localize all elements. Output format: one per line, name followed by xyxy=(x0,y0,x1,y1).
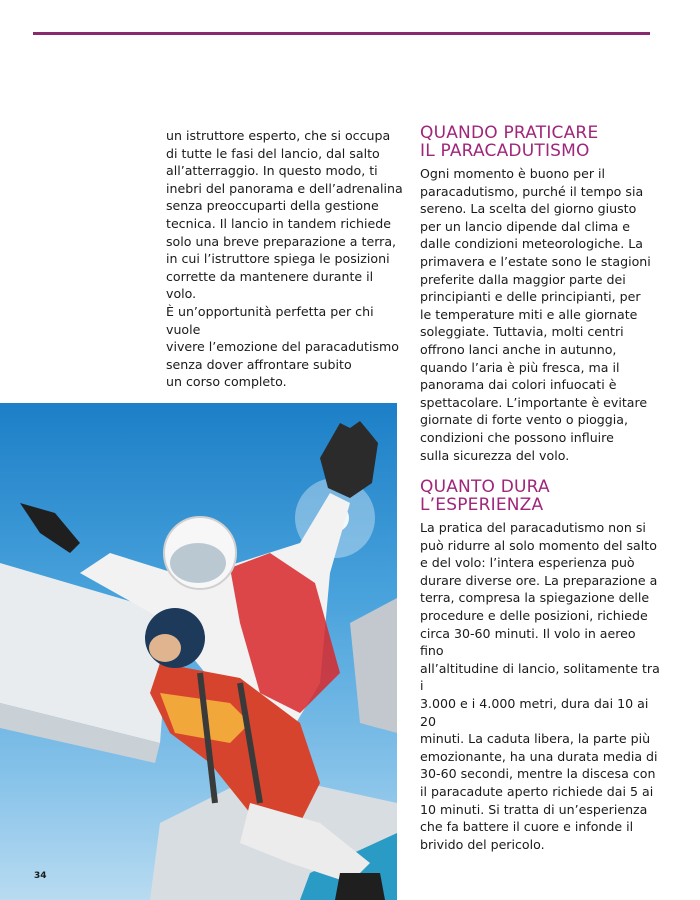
section-duration xyxy=(420,479,660,853)
section-text-when: Ogni momento è buono per il paracadutismo, purché il tempo sia sereno. La scelta del giorno giusto per un lancio dipende dal clima e dalle condizioni meteorologiche. La primavera e l’estate sono le stagioni preferite dalla maggior parte dei principianti e delle principianti, per le temperature miti e alle giornate soleggiate. Tuttavia, molti centri offrono lanci anche in autunno, quando l’aria è più fresca, ma il panorama dai colori infuocati è spettacolare. L’importante è evitare giornate di forte vento o pioggia, condizioni che possono influire sulla sicurezza del volo. xyxy=(420,166,651,463)
instructor-boots xyxy=(335,873,385,900)
instructor-visor xyxy=(170,543,226,583)
section-when xyxy=(420,125,660,464)
right-column xyxy=(420,125,660,868)
section-title-when: QUANDO PRATICARE IL PARACADUTISMO xyxy=(420,123,599,161)
tandem-skydivers-illustration xyxy=(0,403,397,900)
section-title-duration: QUANTO DURA L’ESPERIENZA xyxy=(420,477,550,515)
top-divider xyxy=(33,32,650,35)
passenger-face xyxy=(149,634,181,662)
instructor-glove-left xyxy=(20,503,80,553)
instructor-glove-right xyxy=(320,421,378,498)
left-column-text: un istruttore esperto, che si occupa di tutte le fasi del lancio, dal salto all’atterraggio. In questo modo, ti inebri del panorama e dell’adrenalina senza preoccuparti della gestione tecnica. Il lancio in tandem richiede solo una breve preparazione a terra, in cui l’istruttore spiega le posizioni corrette da mantenere durante il volo. È un’opportunità perfetta per chi vuole vivere l’emozione del paracadutismo senza dover affrontare subito un corso completo. xyxy=(166,128,403,390)
section-text-duration: La pratica del paracadutismo non si può ridurre al solo momento del salto e del volo: l’intera esperienza può durare diverse ore. La preparazione a terra, compresa la spiegazione delle procedure e delle posizioni, richiede circa 30-60 minuti. Il volo in aereo fino all’altitudine di lancio, solitamente tra i 3.000 e i 4.000 metri, dura dai 10 ai 20 minuti. La caduta libera, la parte più emozionante, ha una durata media di 30-60 secondi, mentre la discesa con il paracadute aperto richiede dai 5 ai 10 minuti. Si tratta di un’esperienza che fa battere il cuore e infonde il brivido del pericolo. xyxy=(420,520,660,852)
skydiving-photo xyxy=(0,403,397,900)
left-column xyxy=(166,127,406,391)
airplane-tail xyxy=(350,598,397,733)
page-number: 34 xyxy=(34,871,47,881)
